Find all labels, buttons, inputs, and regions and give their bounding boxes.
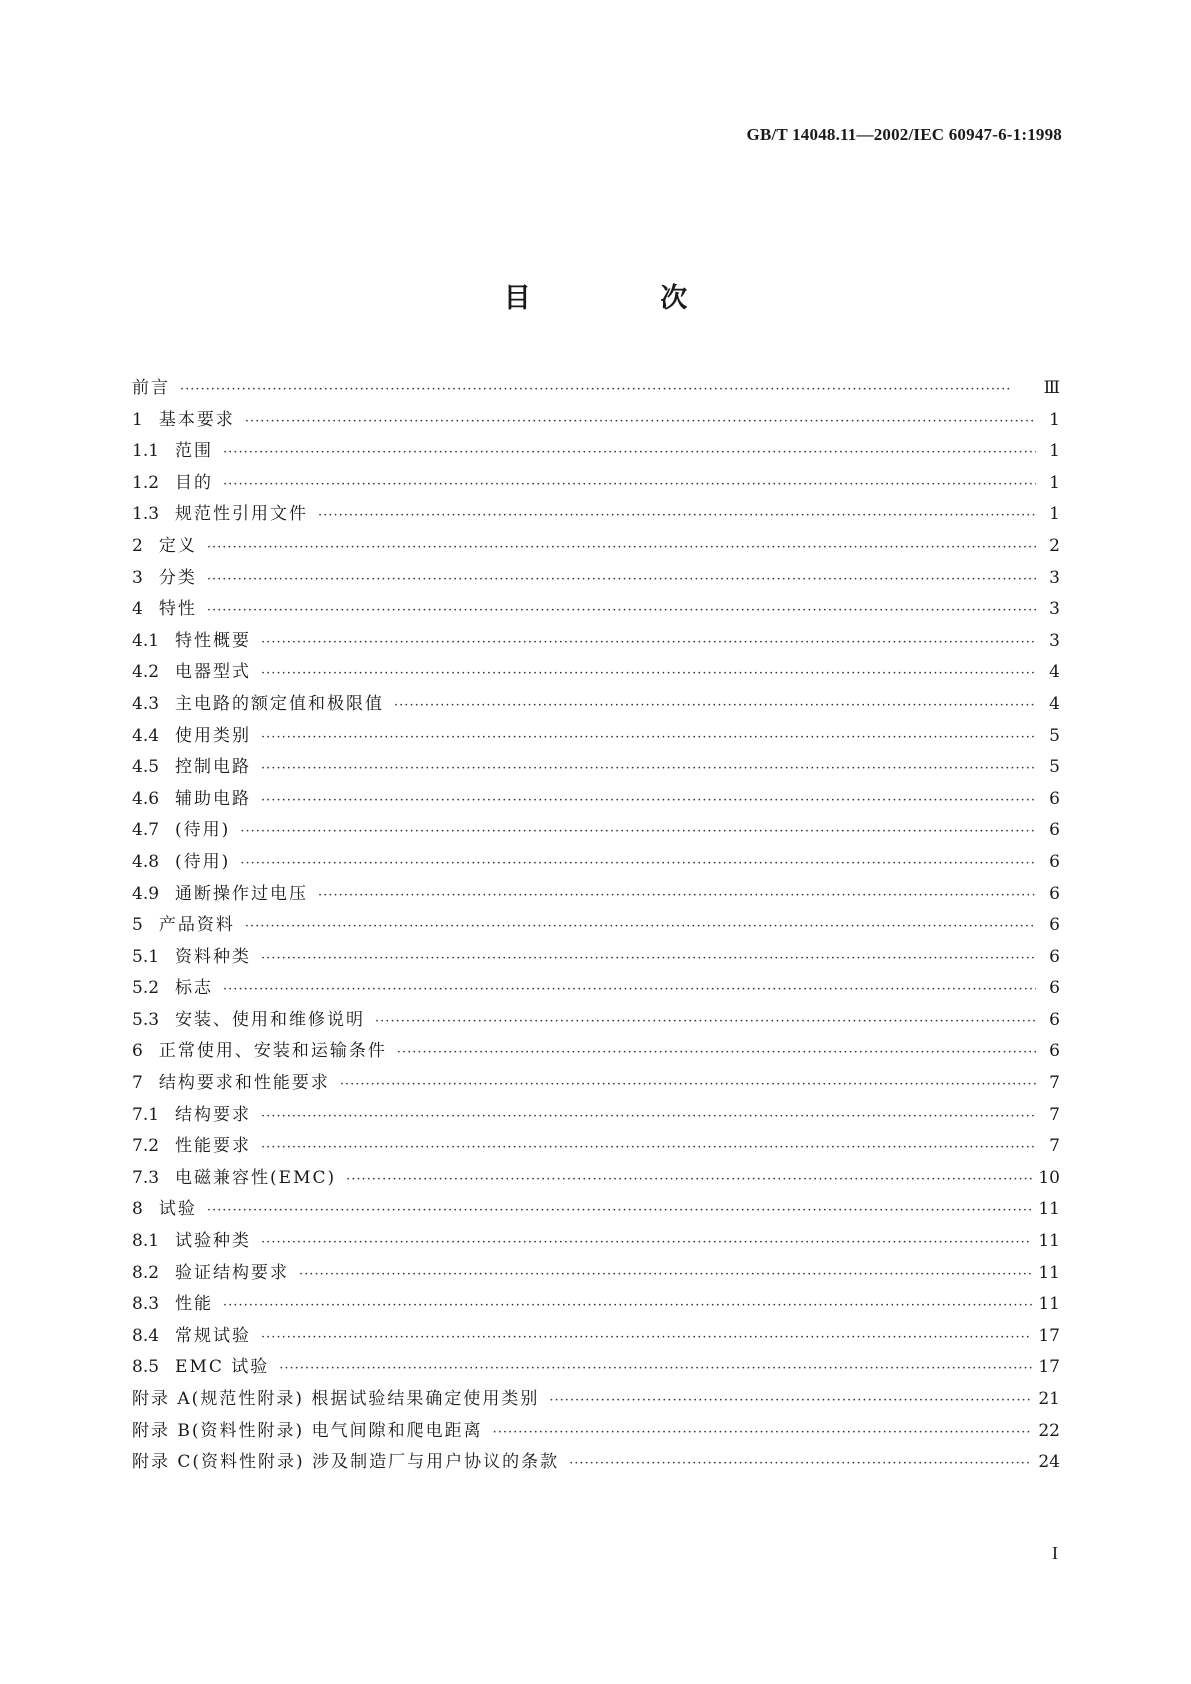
toc-entry-number: 4.2 bbox=[132, 662, 160, 683]
toc-entry-number: 5 bbox=[132, 915, 143, 936]
toc-entry[interactable] bbox=[132, 973, 1060, 1005]
toc-entry-number: 8 bbox=[132, 1199, 143, 1220]
toc-entry-page: 6 bbox=[1049, 851, 1060, 872]
toc-entry-title: 通断操作过电压 bbox=[175, 883, 309, 904]
toc-entry-title: 定义 bbox=[158, 535, 197, 556]
toc-dot-leader bbox=[207, 531, 1036, 563]
toc-dot-leader bbox=[261, 752, 1036, 784]
toc-dot-leader bbox=[397, 1036, 1036, 1068]
toc-entry[interactable] bbox=[132, 847, 1060, 879]
toc-entry-title: 分类 bbox=[158, 567, 197, 588]
toc-entry[interactable] bbox=[132, 879, 1060, 911]
toc-dot-leader bbox=[207, 594, 1036, 626]
toc-dot-leader bbox=[261, 784, 1036, 816]
toc-entry-title: 附录 B(资料性附录) 电气间隙和爬电距离 bbox=[132, 1420, 483, 1441]
toc-entry-title: 性能要求 bbox=[175, 1136, 252, 1157]
toc-entry-title: 特性概要 bbox=[175, 630, 252, 651]
toc-entry-page: 7 bbox=[1049, 1073, 1060, 1094]
toc-entry-page: 1 bbox=[1049, 472, 1060, 493]
toc-dot-leader bbox=[318, 499, 1036, 531]
toc-dot-leader bbox=[180, 373, 1036, 405]
toc-dot-leader bbox=[207, 563, 1036, 595]
toc-dot-leader bbox=[240, 847, 1036, 879]
toc-dot-leader bbox=[299, 1258, 1032, 1290]
toc-entry-number: 8.3 bbox=[132, 1294, 160, 1315]
toc-entry[interactable] bbox=[132, 689, 1060, 721]
toc-entry-number: 7 bbox=[132, 1073, 143, 1094]
toc-entry-number: 4.5 bbox=[132, 757, 160, 778]
toc-entry[interactable] bbox=[132, 752, 1060, 784]
toc-entry-page: 17 bbox=[1038, 1325, 1060, 1346]
toc-entry-title: (待用) bbox=[175, 820, 231, 841]
toc-entry-page: Ⅲ bbox=[1043, 378, 1060, 398]
toc-entry-page: 1 bbox=[1049, 441, 1060, 462]
toc-entry[interactable] bbox=[132, 1321, 1060, 1353]
toc-dot-leader bbox=[261, 626, 1036, 658]
toc-entry-number: 4.8 bbox=[132, 851, 160, 872]
toc-entry-number: 4.6 bbox=[132, 788, 160, 809]
toc-entry-title: EMC 试验 bbox=[175, 1357, 270, 1378]
toc-entry-number: 6 bbox=[132, 1041, 143, 1062]
toc-entry-page: 6 bbox=[1049, 788, 1060, 809]
toc-entry-page: 21 bbox=[1038, 1389, 1060, 1409]
toc-entry-page: 6 bbox=[1049, 820, 1060, 841]
toc-entry[interactable] bbox=[132, 910, 1060, 942]
toc-entry-title: 规范性引用文件 bbox=[175, 504, 309, 525]
toc-entry[interactable] bbox=[132, 1447, 1060, 1479]
toc-entry-title: 电器型式 bbox=[175, 662, 252, 683]
document-standard-code: GB/T 14048.11—2002/IEC 60947-6-1:1998 bbox=[746, 125, 1062, 144]
toc-dot-leader bbox=[223, 436, 1036, 468]
toc-entry-page: 6 bbox=[1049, 915, 1060, 936]
toc-entry-page: 17 bbox=[1038, 1357, 1060, 1378]
toc-entry-page: 6 bbox=[1049, 1009, 1060, 1030]
toc-entry-page: 7 bbox=[1049, 1136, 1060, 1157]
toc-entry-title: 结构要求 bbox=[175, 1104, 252, 1125]
table-of-contents bbox=[132, 373, 1060, 1479]
toc-entry[interactable] bbox=[132, 436, 1060, 468]
toc-dot-leader bbox=[223, 1289, 1032, 1321]
toc-entry[interactable] bbox=[132, 373, 1060, 405]
toc-entry-page: 11 bbox=[1038, 1231, 1060, 1252]
toc-entry-title: 辅助电路 bbox=[175, 788, 252, 809]
toc-entry-number: 1.2 bbox=[132, 472, 160, 493]
toc-entry[interactable] bbox=[132, 1005, 1060, 1037]
toc-entry-number: 1 bbox=[132, 409, 143, 430]
toc-entry-number: 4.7 bbox=[132, 820, 160, 841]
toc-title: 目 次 bbox=[503, 283, 748, 314]
toc-entry-page: 11 bbox=[1038, 1199, 1060, 1220]
toc-entry-number: 2 bbox=[132, 535, 143, 556]
toc-dot-leader bbox=[261, 1100, 1036, 1132]
toc-entry-title: 性能 bbox=[175, 1294, 214, 1315]
toc-entry[interactable] bbox=[132, 594, 1060, 626]
toc-entry-title: 正常使用、安装和运输条件 bbox=[158, 1041, 387, 1062]
toc-entry-page: 11 bbox=[1038, 1262, 1060, 1283]
toc-dot-leader bbox=[207, 1194, 1033, 1226]
toc-entry-title: 基本要求 bbox=[158, 409, 235, 430]
toc-entry[interactable] bbox=[132, 721, 1060, 753]
toc-entry-page: 1 bbox=[1049, 504, 1060, 525]
toc-entry-page: 6 bbox=[1049, 1041, 1060, 1062]
toc-entry-title: 试验种类 bbox=[175, 1231, 252, 1252]
toc-entry-title: (待用) bbox=[175, 851, 231, 872]
toc-entry[interactable] bbox=[132, 468, 1060, 500]
toc-dot-leader bbox=[261, 1131, 1036, 1163]
toc-entry-number: 4.4 bbox=[132, 725, 160, 746]
toc-dot-leader bbox=[394, 689, 1036, 721]
toc-entry[interactable] bbox=[132, 531, 1060, 563]
toc-dot-leader bbox=[261, 721, 1036, 753]
toc-entry-title: 产品资料 bbox=[158, 915, 235, 936]
toc-entry-page: 7 bbox=[1049, 1104, 1060, 1125]
toc-entry-title: 结构要求和性能要求 bbox=[158, 1073, 330, 1094]
toc-dot-leader bbox=[245, 910, 1036, 942]
toc-entry[interactable] bbox=[132, 563, 1060, 595]
toc-entry-number: 8.4 bbox=[132, 1325, 160, 1346]
toc-entry-number: 3 bbox=[132, 567, 143, 588]
toc-entry-title: 标志 bbox=[175, 978, 214, 999]
toc-entry[interactable] bbox=[132, 942, 1060, 974]
toc-entry[interactable] bbox=[132, 1163, 1060, 1195]
toc-entry-number: 1.3 bbox=[132, 504, 160, 525]
toc-dot-leader bbox=[223, 973, 1036, 1005]
toc-entry-page: 3 bbox=[1049, 599, 1060, 620]
toc-entry[interactable] bbox=[132, 1068, 1060, 1100]
toc-entry-page: 24 bbox=[1038, 1452, 1060, 1473]
toc-dot-leader bbox=[223, 468, 1036, 500]
toc-entry-number: 4.9 bbox=[132, 883, 160, 904]
toc-dot-leader bbox=[279, 1352, 1032, 1384]
toc-entry[interactable] bbox=[132, 1226, 1060, 1258]
page-number: I bbox=[1052, 1543, 1058, 1563]
toc-entry-number: 1.1 bbox=[132, 441, 160, 462]
toc-entry-title: 目的 bbox=[175, 472, 214, 493]
toc-dot-leader bbox=[346, 1163, 1032, 1195]
toc-entry-title: 使用类别 bbox=[175, 725, 252, 746]
toc-entry-number: 5.1 bbox=[132, 946, 160, 967]
toc-dot-leader bbox=[261, 1226, 1032, 1258]
toc-entry[interactable] bbox=[132, 657, 1060, 689]
toc-entry[interactable] bbox=[132, 784, 1060, 816]
toc-entry[interactable] bbox=[132, 815, 1060, 847]
toc-dot-leader bbox=[375, 1005, 1036, 1037]
toc-entry-number: 5.2 bbox=[132, 978, 160, 999]
toc-dot-leader bbox=[240, 815, 1036, 847]
toc-dot-leader bbox=[245, 405, 1036, 437]
toc-entry-title: 附录 A(规范性附录) 根据试验结果确定使用类别 bbox=[132, 1389, 540, 1409]
toc-entry[interactable] bbox=[132, 405, 1060, 437]
toc-entry[interactable] bbox=[132, 1194, 1060, 1226]
toc-dot-leader bbox=[549, 1384, 1032, 1416]
toc-entry[interactable] bbox=[132, 1258, 1060, 1290]
toc-entry-page: 6 bbox=[1049, 946, 1060, 967]
toc-entry-number: 8.1 bbox=[132, 1231, 160, 1252]
toc-entry-page: 2 bbox=[1049, 535, 1060, 556]
toc-dot-leader bbox=[261, 657, 1036, 689]
toc-entry-number: 4 bbox=[132, 599, 143, 620]
toc-entry-page: 3 bbox=[1049, 630, 1060, 651]
toc-entry[interactable] bbox=[132, 1384, 1060, 1416]
toc-entry-number: 8.2 bbox=[132, 1262, 160, 1283]
toc-entry-title: 范围 bbox=[175, 441, 214, 462]
toc-entry-page: 6 bbox=[1049, 978, 1060, 999]
toc-entry-number: 7.1 bbox=[132, 1104, 160, 1125]
toc-entry-page: 10 bbox=[1038, 1167, 1060, 1188]
toc-dot-leader bbox=[569, 1447, 1032, 1479]
toc-entry-page: 6 bbox=[1049, 883, 1060, 904]
toc-entry-title: 前言 bbox=[132, 378, 170, 398]
toc-entry-number: 7.3 bbox=[132, 1167, 160, 1188]
toc-entry[interactable] bbox=[132, 1289, 1060, 1321]
toc-entry-title: 资料种类 bbox=[175, 946, 252, 967]
toc-entry-number: 5.3 bbox=[132, 1009, 160, 1030]
toc-entry-number: 4.3 bbox=[132, 693, 160, 714]
toc-dot-leader bbox=[261, 1321, 1032, 1353]
toc-entry-page: 3 bbox=[1049, 567, 1060, 588]
toc-entry-title: 特性 bbox=[158, 599, 197, 620]
toc-entry-page: 4 bbox=[1049, 662, 1060, 683]
toc-entry[interactable] bbox=[132, 1352, 1060, 1384]
toc-entry-title: 常规试验 bbox=[175, 1325, 252, 1346]
toc-entry[interactable] bbox=[132, 1416, 1060, 1448]
toc-entry-title: 主电路的额定值和极限值 bbox=[175, 693, 385, 714]
toc-entry-title: 附录 C(资料性附录) 涉及制造厂与用户协议的条款 bbox=[132, 1452, 560, 1473]
toc-entry-title: 试验 bbox=[158, 1199, 197, 1220]
toc-entry[interactable] bbox=[132, 1131, 1060, 1163]
toc-entry[interactable] bbox=[132, 626, 1060, 658]
toc-entry-title: 电磁兼容性(EMC) bbox=[175, 1167, 337, 1188]
toc-entry-page: 1 bbox=[1049, 409, 1060, 430]
toc-entry-page: 11 bbox=[1038, 1294, 1060, 1315]
toc-entry-title: 安装、使用和维修说明 bbox=[175, 1009, 366, 1030]
toc-dot-leader bbox=[261, 942, 1036, 974]
toc-entry-number: 8.5 bbox=[132, 1357, 160, 1378]
toc-entry[interactable] bbox=[132, 1036, 1060, 1068]
toc-entry-page: 5 bbox=[1049, 757, 1060, 778]
toc-entry-number: 4.1 bbox=[132, 630, 160, 651]
toc-entry-page: 4 bbox=[1049, 693, 1060, 714]
toc-dot-leader bbox=[493, 1416, 1033, 1448]
toc-entry-title: 控制电路 bbox=[175, 757, 252, 778]
toc-dot-leader bbox=[318, 879, 1036, 911]
toc-entry-title: 验证结构要求 bbox=[175, 1262, 290, 1283]
toc-dot-leader bbox=[340, 1068, 1036, 1100]
toc-entry-page: 22 bbox=[1038, 1420, 1060, 1441]
toc-entry-number: 7.2 bbox=[132, 1136, 160, 1157]
toc-entry-page: 5 bbox=[1049, 725, 1060, 746]
toc-entry[interactable] bbox=[132, 1100, 1060, 1132]
toc-entry[interactable] bbox=[132, 499, 1060, 531]
